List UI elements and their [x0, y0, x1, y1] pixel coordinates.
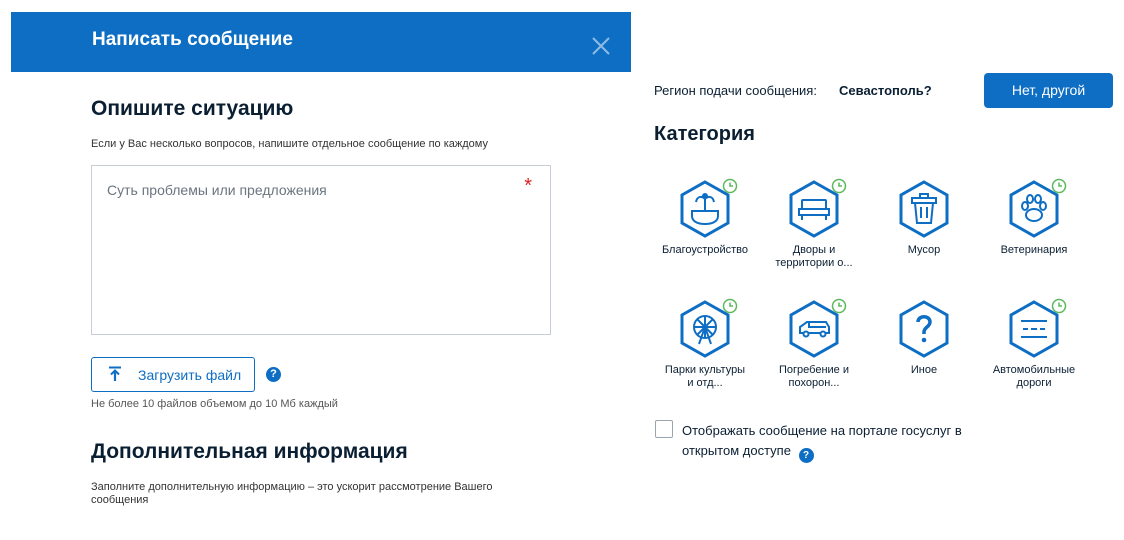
region-value: Севастополь?	[839, 83, 932, 98]
category-label-line2: и отд...	[687, 377, 723, 389]
category-label-line1: Мусор	[907, 244, 941, 256]
close-icon[interactable]	[589, 34, 613, 58]
hexagon-frame	[898, 300, 950, 358]
category-label-line1: Автомобильные	[992, 364, 1076, 376]
additional-heading: Дополнительная информация	[91, 440, 408, 463]
upload-limits: Не более 10 файлов объемом до 10 Мб каждый	[91, 398, 338, 410]
public-visibility-text	[682, 421, 1002, 461]
upload-icon	[108, 366, 122, 387]
textarea-placeholder: Суть проблемы или предложения	[107, 182, 327, 198]
category-label-line1: Иное	[910, 364, 938, 376]
category-label-line1: Погребение и	[779, 364, 849, 376]
dialog-header	[11, 12, 631, 72]
clock-badge-icon	[831, 178, 847, 194]
category-label-line1: Ветеринария	[1000, 244, 1068, 256]
public-visibility-line1: Отображать сообщение на портале госуслуг в	[682, 423, 962, 438]
public-visibility-line2-wrap	[682, 441, 1002, 461]
dialog-title: Написать сообщение	[92, 29, 293, 50]
upload-file-button[interactable]	[91, 357, 255, 392]
situation-heading: Опишите ситуацию	[91, 97, 294, 120]
public-help-icon[interactable]: ?	[799, 448, 814, 463]
region-label: Регион подачи сообщения:	[654, 83, 817, 98]
category-label-line2: территории о...	[775, 257, 853, 269]
category-label-line1: Благоустройство	[661, 244, 749, 256]
required-mark: *	[524, 175, 532, 197]
category-label-line2: дороги	[1016, 377, 1052, 389]
category-heading: Категория	[654, 123, 755, 145]
upload-file-label: Загрузить файл	[138, 367, 242, 383]
message-textarea[interactable]	[91, 165, 551, 335]
hexagon-frame	[898, 180, 950, 238]
clock-badge-icon	[831, 298, 847, 314]
public-visibility-checkbox[interactable]	[655, 420, 673, 438]
category-label-line1: Парки культуры	[664, 364, 746, 376]
additional-hint-line2: сообщения	[91, 494, 149, 506]
clock-badge-icon	[722, 178, 738, 194]
public-visibility-line2: открытом доступе	[682, 443, 791, 458]
clock-badge-icon	[1051, 298, 1067, 314]
other-region-button[interactable]: Нет, другой	[984, 73, 1113, 108]
category-label-line2: похорон...	[788, 377, 840, 389]
situation-hint: Если у Вас несколько вопросов, напишите отдельное сообщение по каждому	[91, 138, 488, 150]
clock-badge-icon	[1051, 178, 1067, 194]
category-label-line1: Дворы и	[792, 244, 836, 256]
additional-hint-line1: Заполните дополнительную информацию – это ускорит рассмотрение Вашего	[91, 481, 493, 493]
upload-help-icon[interactable]: ?	[266, 367, 281, 382]
clock-badge-icon	[722, 298, 738, 314]
